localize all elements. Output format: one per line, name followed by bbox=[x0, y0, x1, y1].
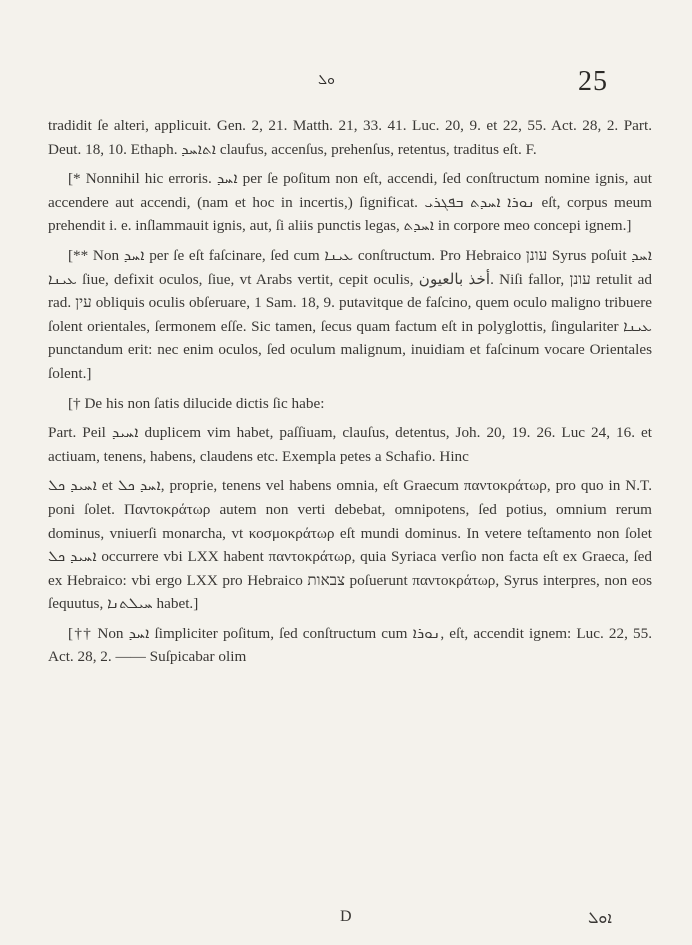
page-header bbox=[0, 62, 692, 102]
paragraph-7: [†† Non ܐܚܕ ſimpliciter poſitum, ſed conſtructum cum ܢܘܪܐ, eſt, accendit ignem: Luc. 22, 55. Act. 28, 2. —— Suſpicabar olim bbox=[48, 624, 652, 666]
paragraph-4: [† De his non ſatis dilucide dictis ſic habe: bbox=[68, 394, 325, 412]
paragraph-1: tradidit ſe alteri, applicuit. Gen. 2, 21. Matth. 21, 33. 41. Luc. 20, 9. et 22, 55. Act. 28, 2. Part. Deut. 18, 10. Ethaph. ܐܬܐܚܕ claufus, accenſus, prehenſus, retentus, traditus eſt. F. bbox=[48, 117, 652, 158]
paragraph-6: ܐܚܝܕ ܟܠ et ܐܚܕ ܟܠ, proprie, tenens vel habens omnia, eſt Graecum παντοκράτωρ, pro quo in N.T. poni ſolet. Παντοκράτωρ autem non verti debebat, omnipotens, ſed potius, omnium rerum dominus, vniuerſi monarcha, vt κοσμοκράτωρ eſt mundi dominus. In vetere teſtamento non ſolet ܐܚܝܕ ܟܠ occurrere vbi LXX habent παντοκράτωρ, quia Syriaca verſio non facta eſt ex Graeca, ſed ex Hebraico: vbi ergo LXX pro Hebraico צבאות poſuerunt παντοκράτωρ, Syrus interpres, non eos ſequutus, ܚܝܠܬܢܐ habet.] bbox=[48, 477, 653, 613]
page-footer bbox=[0, 908, 692, 938]
catchword: ܐܘܠ bbox=[588, 908, 612, 927]
signature-mark: D bbox=[340, 908, 352, 925]
paragraph-2: [* Nonnihil hic erroris. ܐܚܕ per ſe poſitum non eſt, accendi, ſed conſtructum nomine ignis, aut accendere aut accendi, (nam et hoc in incertis,) ſignificat. ܢܘܪܐ ܐܚܕܬ ܒܦܓܪܝ eſt, corpus meum prehendit i. e. inſlammauit ignis, aut, ſi aliis punctis legas, ܐܚܕܬ in corpore meo concepi ignem.] bbox=[48, 170, 652, 235]
paragraph-5: Part. Peil ܐܚܝܕ duplicem vim habet, paſſiuam, clauſus, detentus, Joh. 20, 19. 26. Luc 24, 16. et actiuam, tenens, habens, claudens etc. Exempla petes a Schafio. Hinc bbox=[48, 424, 652, 465]
page-number: 25 bbox=[578, 66, 608, 97]
paragraph-3: [** Non ܐܚܕ per ſe eſt faſcinare, ſed cum ܥܝܢܐ conſtructum. Pro Hebraico עונן Syrus poſuit ܐܚܕ ܥܝܢܐ ſiue, defixit oculos, ſiue, vt Arabs vertit, cepit oculis, أخذ بالعيون. Niſi fallor, עונן retulit ad rad. עין obliquis oculis obſeruare, 1 Sam. 18, 9. putavitque de faſcino, quem oculo maligno tribuere ſolent orientales, ſermonem eſſe. Sic tamen, ſecus quam factum eſt in polyglottis, ſingulariter ܥܝܢܐ punctandum erit: nec enim oculos, ſed oculum malignum, inuidiam et faſcinum vocare Orientales ſolent.] bbox=[48, 246, 653, 382]
running-head: ܘܠ bbox=[318, 72, 335, 88]
page-body bbox=[48, 114, 652, 675]
